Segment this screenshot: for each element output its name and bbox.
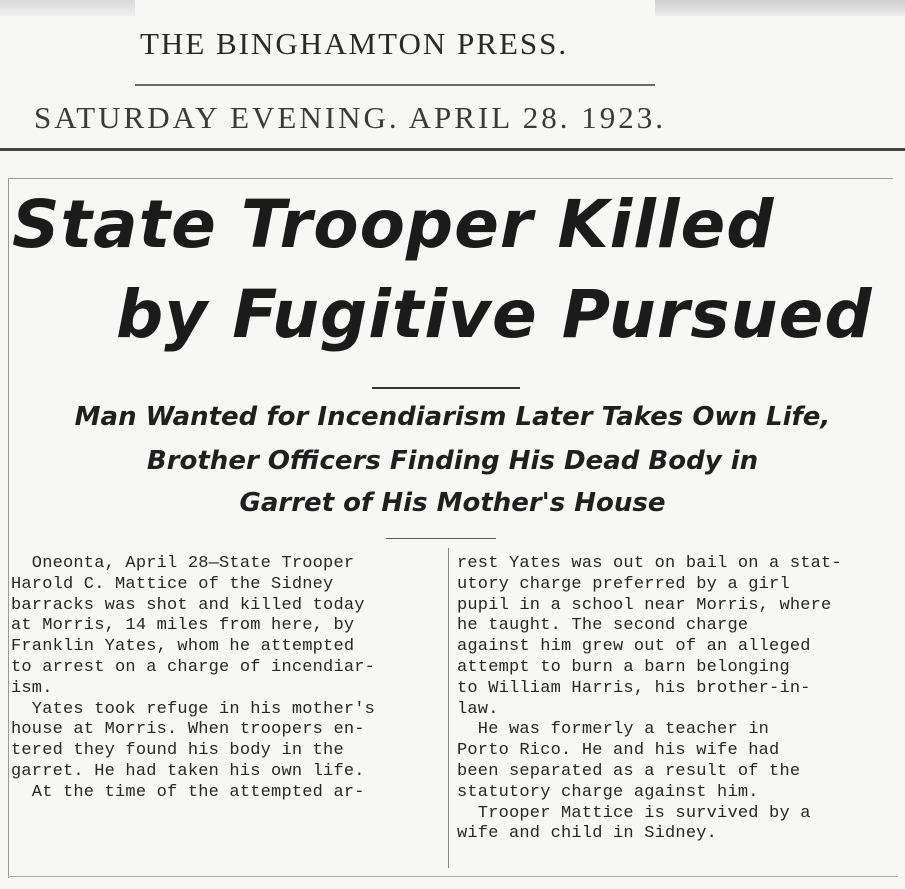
article-line: Trooper Mattice is survived by a (457, 803, 811, 823)
article-line: law. (457, 699, 499, 719)
article-line: he taught. The second charge (457, 616, 749, 636)
article-line: pupil in a school near Morris, where (457, 595, 832, 615)
article-line: tered they found his body in the (11, 741, 344, 761)
header-divider (0, 148, 905, 151)
article-line: statutory charge against him. (457, 782, 759, 802)
article-line: Harold C. Mattice of the Sidney (11, 574, 334, 594)
article-line: been separated as a result of the (457, 761, 801, 781)
masthead-rule (135, 84, 655, 86)
article-line: rest Yates was out on bail on a stat- (457, 554, 842, 573)
article-line: at Morris, 14 miles from here, by (11, 616, 355, 636)
headline-rule (372, 387, 520, 389)
column-divider (448, 548, 449, 868)
article-column-left (11, 554, 443, 804)
top-border-right (655, 0, 905, 16)
article-line: garret. He had taken his own life. (11, 761, 365, 781)
article-line: At the time of the attempted ar- (11, 782, 365, 802)
article-line: Oneonta, April 28—State Trooper (11, 554, 355, 573)
headline-line-1: State Trooper Killed (12, 186, 775, 263)
deck-line-3: Garret of His Mother's House (239, 488, 666, 518)
article-line: house at Morris. When troopers en- (11, 720, 365, 740)
article-line: utory charge preferred by a girl (457, 574, 790, 594)
article-line: Yates took refuge in his mother's (11, 699, 376, 719)
deck-line-1: Man Wanted for Incendiarism Later Takes Own Life, (74, 402, 831, 432)
frame-top-rule (8, 178, 893, 179)
article-line: against him grew out of an alleged (457, 637, 811, 657)
top-border-left (0, 0, 135, 16)
deck-line-2: Brother Officers Finding His Dead Body in (146, 446, 759, 476)
newspaper-name: THE BINGHAMTON PRESS. (140, 26, 569, 61)
headline-line-2: by Fugitive Pursued (116, 276, 873, 353)
article-line: barracks was shot and killed today (11, 595, 365, 615)
dateline: SATURDAY EVENING. APRIL 28. 1923. (34, 100, 667, 135)
article-line: He was formerly a teacher in (457, 720, 770, 740)
article-line: Franklin Yates, whom he attempted (11, 637, 355, 657)
frame-left-rule (8, 178, 9, 878)
article-line: ism. (11, 678, 53, 698)
article-line: Porto Rico. He and his wife had (457, 741, 780, 761)
article-column-right (457, 554, 887, 845)
deck-rule (386, 538, 496, 539)
article-line: attempt to burn a barn belonging (457, 657, 790, 677)
article-line: wife and child in Sidney. (457, 824, 718, 844)
article-line: to arrest on a charge of incendiar- (11, 657, 376, 677)
article-line: to William Harris, his brother-in- (457, 678, 811, 698)
bottom-rule (8, 876, 898, 877)
